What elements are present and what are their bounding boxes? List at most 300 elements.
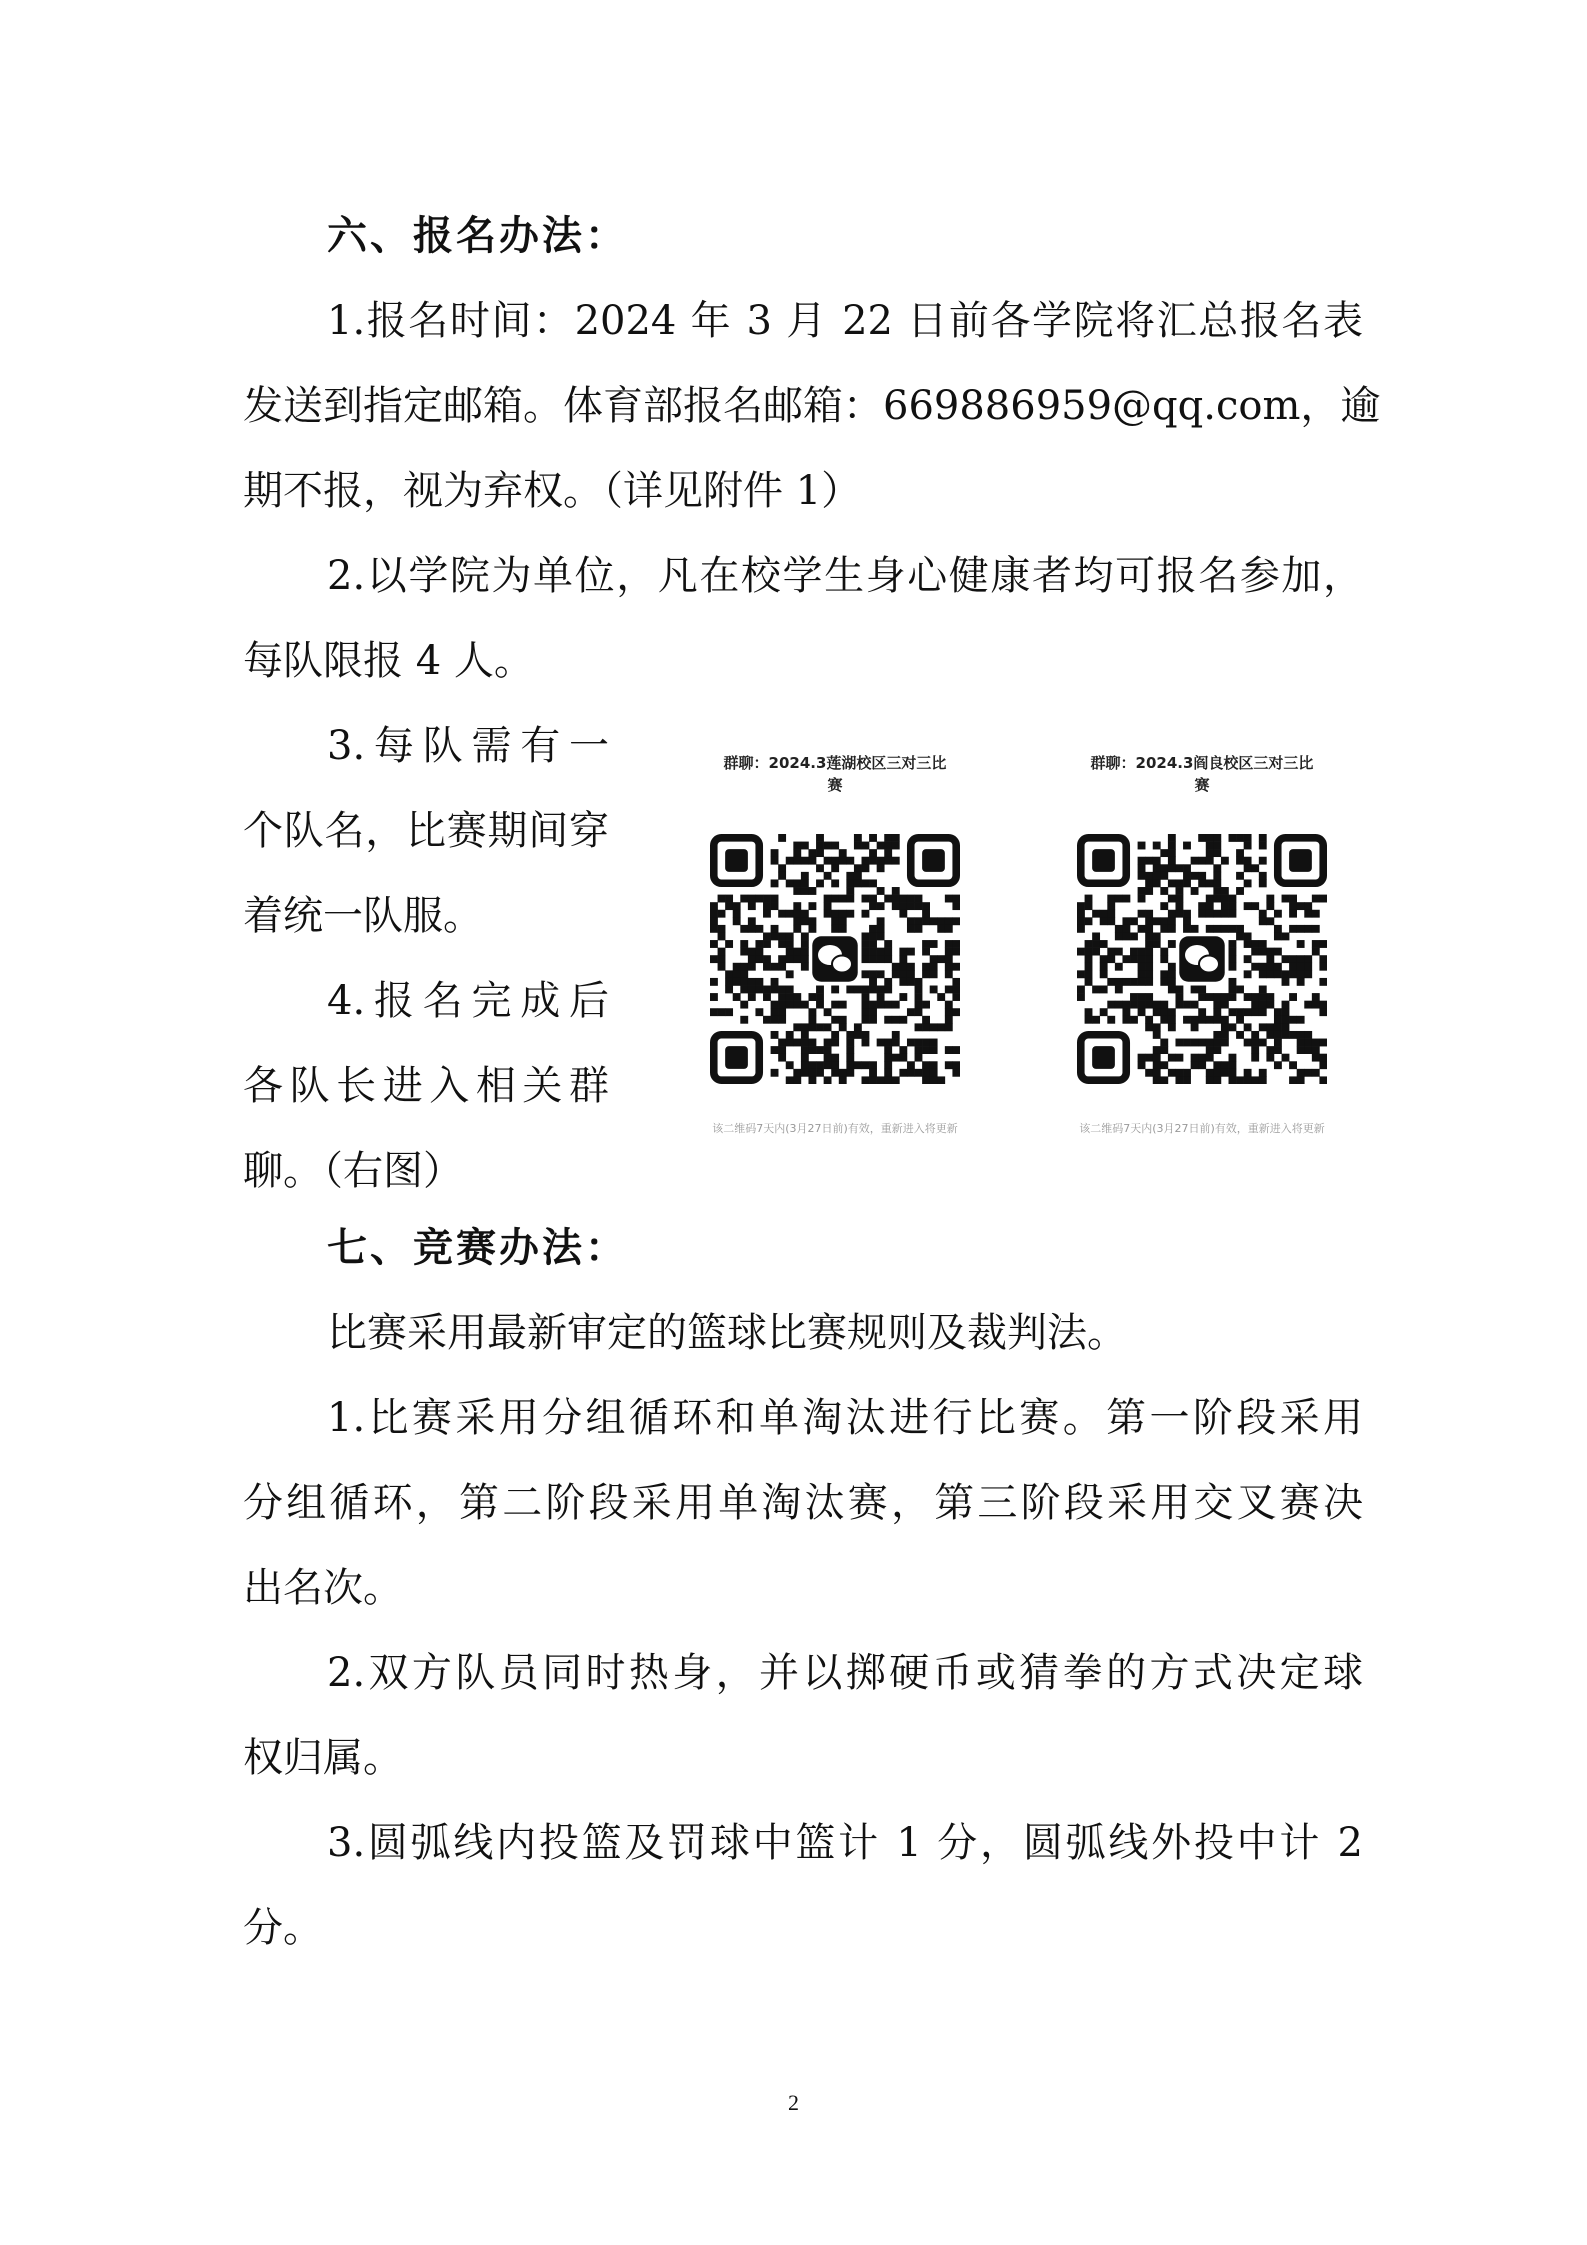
- qr-module: [869, 1061, 877, 1069]
- qr-module: [892, 902, 900, 910]
- qr-module: [1282, 895, 1290, 903]
- qr-module: [748, 963, 756, 971]
- qr-module: [839, 895, 847, 903]
- qr-module: [801, 887, 809, 895]
- qr-module: [816, 842, 824, 850]
- qr-module: [1251, 1076, 1259, 1084]
- qr-module: [1259, 993, 1267, 1001]
- qr-module: [862, 910, 870, 918]
- qr-module: [1274, 1061, 1282, 1069]
- qr-module: [915, 1001, 923, 1009]
- qr-module: [816, 849, 824, 857]
- qr-module: [1168, 1008, 1176, 1016]
- section7-item2-line1: 2.双方队员同时热身，并以掷硬币或猜拳的方式决定球: [327, 1650, 1363, 1696]
- qr-module: [1145, 925, 1153, 933]
- qr-module: [831, 910, 839, 918]
- qr-module: [877, 1001, 885, 1009]
- qr-module: [1183, 842, 1191, 850]
- qr-module: [1122, 925, 1130, 933]
- qr-module: [1213, 1061, 1221, 1069]
- qr-module: [907, 963, 915, 971]
- qr-module: [1289, 1076, 1297, 1084]
- qr-module: [755, 940, 763, 948]
- qr-module: [755, 986, 763, 994]
- qr-module: [778, 955, 786, 963]
- qr-module: [930, 1069, 938, 1077]
- qr-module: [1145, 948, 1153, 956]
- qr-module: [1304, 1001, 1312, 1009]
- qr-module: [1085, 917, 1093, 925]
- qr-module: [816, 834, 824, 842]
- qr-module: [869, 948, 877, 956]
- section6-item3-line3: 着统一队服。: [243, 893, 483, 939]
- qr-module: [1077, 986, 1085, 994]
- qr-module: [793, 849, 801, 857]
- qr-module: [869, 1016, 877, 1024]
- qr-module: [846, 895, 854, 903]
- qr-module: [1259, 986, 1267, 994]
- qr-module: [930, 963, 938, 971]
- qr-module: [1274, 910, 1282, 918]
- qr-module: [839, 917, 847, 925]
- qr-module: [877, 970, 885, 978]
- qr-module: [1304, 955, 1312, 963]
- qr-module: [1213, 895, 1221, 903]
- qr-module: [1191, 1016, 1199, 1024]
- qr-module: [1259, 1001, 1267, 1009]
- qr-module: [952, 940, 960, 948]
- qr-module: [846, 986, 854, 994]
- qr-module: [1198, 872, 1206, 880]
- qr-module: [1221, 1061, 1229, 1069]
- section6-item1-line2: 发送到指定邮箱。体育部报名邮箱：669886959@qq.com，逾: [243, 383, 1381, 429]
- qr-module: [937, 925, 945, 933]
- qr-module: [862, 857, 870, 865]
- qr-module: [1122, 978, 1130, 986]
- qr-module: [793, 902, 801, 910]
- qr-module: [1077, 970, 1085, 978]
- qr-module: [1198, 834, 1206, 842]
- qr-module: [1077, 948, 1085, 956]
- qr-module: [778, 864, 786, 872]
- qr-module: [1168, 879, 1176, 887]
- qr-module: [846, 857, 854, 865]
- qr-module: [1168, 849, 1176, 857]
- qr-module: [1297, 970, 1305, 978]
- qr-module: [1160, 955, 1168, 963]
- qr-module: [1153, 1031, 1161, 1039]
- qr-module: [1259, 948, 1267, 956]
- qr-module: [1274, 1046, 1282, 1054]
- qr-module: [740, 986, 748, 994]
- qr-module: [877, 955, 885, 963]
- qr-title-line1: 群聊：2024.3阎良校区三对三比: [1090, 754, 1314, 772]
- qr-module: [725, 940, 733, 948]
- qr-module: [839, 1001, 847, 1009]
- qr-module: [778, 963, 786, 971]
- qr-module: [1175, 1001, 1183, 1009]
- qr-module: [952, 1046, 960, 1054]
- qr-module: [808, 1008, 816, 1016]
- qr-module: [1213, 925, 1221, 933]
- qr-module: [1289, 993, 1297, 1001]
- qr-module: [892, 895, 900, 903]
- qr-module: [1160, 1001, 1168, 1009]
- qr-module: [1244, 842, 1252, 850]
- qr-module: [1304, 910, 1312, 918]
- section6-item1-line1: 1.报名时间：2024 年 3 月 22 日前各学院将汇总报名表: [327, 298, 1363, 344]
- qr-module: [1206, 842, 1214, 850]
- qr-module: [1289, 1061, 1297, 1069]
- qr-module: [1206, 879, 1214, 887]
- qr-module: [1297, 1069, 1305, 1077]
- qr-module: [899, 955, 907, 963]
- qr-module: [1100, 963, 1108, 971]
- qr-module: [1229, 940, 1237, 948]
- qr-module: [930, 1046, 938, 1054]
- section7-item2-line2: 权归属。: [243, 1735, 403, 1781]
- qr-module: [801, 872, 809, 880]
- qr-module: [1319, 1061, 1327, 1069]
- qr-module: [1244, 993, 1252, 1001]
- qr-module: [846, 1069, 854, 1077]
- qr-module: [786, 1031, 794, 1039]
- qr-module: [930, 1076, 938, 1084]
- qr-module: [1183, 879, 1191, 887]
- qr-module: [763, 895, 771, 903]
- qr-module: [1319, 963, 1327, 971]
- qr-card-lianhu: [680, 752, 990, 1147]
- qr-module: [1213, 849, 1221, 857]
- qr-module: [1115, 978, 1123, 986]
- qr-module: [1206, 993, 1214, 1001]
- qr-module: [877, 986, 885, 994]
- qr-module: [1259, 917, 1267, 925]
- qr-module: [725, 902, 733, 910]
- qr-module: [1213, 864, 1221, 872]
- qr-module: [1168, 857, 1176, 865]
- qr-module: [1092, 948, 1100, 956]
- qr-module: [1312, 940, 1320, 948]
- qr-module: [801, 1061, 809, 1069]
- qr-module: [1206, 895, 1214, 903]
- qr-module: [1183, 864, 1191, 872]
- qr-module: [1138, 993, 1146, 1001]
- qr-module: [1304, 925, 1312, 933]
- qr-module: [1213, 1046, 1221, 1054]
- qr-module: [710, 940, 718, 948]
- qr-module: [1183, 1069, 1191, 1077]
- qr-module: [915, 917, 923, 925]
- qr-module: [945, 1046, 953, 1054]
- qr-module: [899, 1016, 907, 1024]
- qr-finder-pattern: [922, 849, 945, 872]
- qr-module: [854, 1061, 862, 1069]
- qr-module: [1282, 978, 1290, 986]
- qr-module: [771, 895, 779, 903]
- qr-module: [1085, 978, 1093, 986]
- qr-module: [786, 970, 794, 978]
- qr-module: [907, 1061, 915, 1069]
- qr-module: [725, 986, 733, 994]
- section7-item1-line1: 1.比赛采用分组循环和单淘汰进行比赛。第一阶段采用: [327, 1395, 1363, 1441]
- qr-module: [1244, 902, 1252, 910]
- qr-module: [1085, 970, 1093, 978]
- qr-module: [839, 1076, 847, 1084]
- qr-module: [1183, 910, 1191, 918]
- qr-module: [892, 842, 900, 850]
- qr-module: [1221, 1001, 1229, 1009]
- qr-module: [1168, 925, 1176, 933]
- qr-module: [786, 955, 794, 963]
- qr-module: [801, 1039, 809, 1047]
- qr-module: [877, 993, 885, 1001]
- qr-module: [793, 910, 801, 918]
- qr-module: [1251, 940, 1259, 948]
- qr-module: [1251, 902, 1259, 910]
- qr-module: [922, 910, 930, 918]
- qr-module: [1183, 1039, 1191, 1047]
- qr-module: [778, 1016, 786, 1024]
- qr-module: [915, 1008, 923, 1016]
- qr-module: [1221, 1023, 1229, 1031]
- qr-module: [1138, 963, 1146, 971]
- qr-module: [899, 963, 907, 971]
- qr-module: [1206, 1016, 1214, 1024]
- qr-module: [1213, 1069, 1221, 1077]
- qr-module: [763, 940, 771, 948]
- qr-module: [824, 1076, 832, 1084]
- qr-module: [1229, 1008, 1237, 1016]
- qr-module: [915, 895, 923, 903]
- qr-module: [1168, 895, 1176, 903]
- qr-module: [922, 1001, 930, 1009]
- qr-module: [1100, 970, 1108, 978]
- qr-module: [786, 948, 794, 956]
- qr-module: [952, 978, 960, 986]
- qr-module: [778, 986, 786, 994]
- qr-module: [869, 857, 877, 865]
- qr-module: [1138, 887, 1146, 895]
- qr-module: [740, 963, 748, 971]
- qr-module: [1153, 857, 1161, 865]
- section7-item1-line2: 分组循环，第二阶段采用单淘汰赛，第三阶段采用交叉赛决: [243, 1480, 1363, 1526]
- qr-module: [1297, 1031, 1305, 1039]
- qr-module: [1130, 978, 1138, 986]
- qr-module: [808, 1039, 816, 1047]
- qr-module: [1274, 1016, 1282, 1024]
- qr-module: [1304, 1039, 1312, 1047]
- qr-module: [1312, 1046, 1320, 1054]
- qr-module: [892, 834, 900, 842]
- qr-module: [1145, 1069, 1153, 1077]
- qr-module: [831, 1061, 839, 1069]
- qr-module: [1160, 902, 1168, 910]
- qr-module: [1259, 910, 1267, 918]
- qr-module: [877, 857, 885, 865]
- qr-module: [937, 917, 945, 925]
- qr-module: [1168, 970, 1176, 978]
- qr-module: [877, 902, 885, 910]
- qr-module: [1085, 1008, 1093, 1016]
- qr-module: [1175, 902, 1183, 910]
- qr-module: [1221, 1031, 1229, 1039]
- qr-module: [1077, 902, 1085, 910]
- section6-item4-line1: 4.报名完成后: [327, 978, 609, 1024]
- qr-module: [1312, 910, 1320, 918]
- qr-module: [922, 970, 930, 978]
- qr-module: [1274, 932, 1282, 940]
- qr-module: [1289, 895, 1297, 903]
- qr-module: [869, 879, 877, 887]
- qr-module: [1138, 864, 1146, 872]
- qr-module: [1319, 1008, 1327, 1016]
- qr-module: [1107, 895, 1115, 903]
- qr-note: 该二维码7天内(3月27日前)有效，重新进入将更新: [712, 1122, 958, 1135]
- qr-module: [801, 1031, 809, 1039]
- qr-module: [1236, 834, 1244, 842]
- qr-module: [793, 955, 801, 963]
- qr-module: [763, 902, 771, 910]
- qr-module: [1282, 1054, 1290, 1062]
- qr-module: [1138, 955, 1146, 963]
- qr-module: [824, 895, 832, 903]
- qr-module: [1229, 978, 1237, 986]
- qr-module: [733, 902, 741, 910]
- qr-module: [1229, 1023, 1237, 1031]
- qr-module: [771, 963, 779, 971]
- qr-module: [1221, 910, 1229, 918]
- qr-module: [937, 993, 945, 1001]
- qr-module: [1138, 857, 1146, 865]
- qr-module: [808, 857, 816, 865]
- qr-module: [1198, 986, 1206, 994]
- section6-item3-line2: 个队名，比赛期间穿: [243, 808, 609, 854]
- qr-module: [1145, 932, 1153, 940]
- qr-module: [892, 857, 900, 865]
- qr-module: [839, 1023, 847, 1031]
- qr-module: [1145, 857, 1153, 865]
- qr-module: [748, 925, 756, 933]
- qr-module: [1213, 887, 1221, 895]
- qr-module: [1160, 917, 1168, 925]
- qr-module: [778, 872, 786, 880]
- qr-module: [786, 1061, 794, 1069]
- qr-module: [952, 902, 960, 910]
- qr-module: [1100, 1008, 1108, 1016]
- qr-module: [862, 932, 870, 940]
- qr-module: [1145, 970, 1153, 978]
- qr-module: [1130, 948, 1138, 956]
- qr-module: [740, 925, 748, 933]
- qr-card-yanliang: [1047, 752, 1357, 1147]
- qr-module: [1153, 1061, 1161, 1069]
- qr-module: [1122, 1016, 1130, 1024]
- qr-module: [945, 955, 953, 963]
- qr-module: [755, 978, 763, 986]
- qr-module: [1304, 970, 1312, 978]
- qr-module: [1244, 879, 1252, 887]
- qr-module: [824, 902, 832, 910]
- qr-module: [1236, 986, 1244, 994]
- qr-module: [733, 963, 741, 971]
- qr-module: [1229, 1061, 1237, 1069]
- qr-module: [1191, 925, 1199, 933]
- qr-module: [733, 993, 741, 1001]
- qr-module: [915, 993, 923, 1001]
- qr-module: [831, 917, 839, 925]
- qr-module: [854, 986, 862, 994]
- qr-module: [1236, 849, 1244, 857]
- qr-module: [846, 1039, 854, 1047]
- qr-module: [1160, 1061, 1168, 1069]
- qr-module: [831, 864, 839, 872]
- qr-module: [763, 986, 771, 994]
- qr-module: [884, 834, 892, 842]
- qr-module: [1289, 970, 1297, 978]
- qr-module: [1304, 902, 1312, 910]
- qr-module: [1259, 842, 1267, 850]
- qr-module: [808, 917, 816, 925]
- qr-module: [937, 955, 945, 963]
- qr-module: [862, 955, 870, 963]
- qr-module: [1130, 1016, 1138, 1024]
- qr-module: [1304, 963, 1312, 971]
- qr-module: [1236, 857, 1244, 865]
- qr-module: [1191, 986, 1199, 994]
- qr-module: [771, 1069, 779, 1077]
- qr-code-image: [710, 834, 960, 1084]
- qr-module: [1145, 1023, 1153, 1031]
- qr-module: [862, 842, 870, 850]
- qr-module: [1175, 879, 1183, 887]
- section6-item2-line1: 2.以学院为单位，凡在校学生身心健康者均可报名参加，: [327, 553, 1363, 599]
- qr-module: [1274, 1031, 1282, 1039]
- qr-module: [1153, 1069, 1161, 1077]
- qr-module: [1198, 879, 1206, 887]
- qr-module: [1312, 1054, 1320, 1062]
- qr-module: [1175, 864, 1183, 872]
- qr-module: [854, 842, 862, 850]
- qr-module: [884, 1016, 892, 1024]
- qr-module: [1282, 1031, 1290, 1039]
- qr-module: [907, 978, 915, 986]
- section6-item2-line2: 每队限报 4 人。: [243, 638, 534, 684]
- qr-module: [1221, 925, 1229, 933]
- qr-module: [1092, 940, 1100, 948]
- qr-module: [1251, 1001, 1259, 1009]
- qr-code-image: [1077, 834, 1327, 1084]
- qr-module: [755, 955, 763, 963]
- qr-module: [945, 986, 953, 994]
- qr-module: [1198, 1016, 1206, 1024]
- qr-module: [1138, 978, 1146, 986]
- qr-module: [952, 1008, 960, 1016]
- qr-module: [1282, 1016, 1290, 1024]
- qr-module: [1213, 872, 1221, 880]
- qr-module: [1229, 1054, 1237, 1062]
- qr-module: [733, 917, 741, 925]
- qr-module: [869, 1069, 877, 1077]
- qr-module: [1259, 1069, 1267, 1077]
- qr-title-line2: 赛: [827, 776, 843, 794]
- qr-module: [1160, 970, 1168, 978]
- qr-module: [877, 887, 885, 895]
- qr-module: [862, 1039, 870, 1047]
- qr-module: [1229, 986, 1237, 994]
- qr-module: [839, 857, 847, 865]
- qr-module: [740, 1001, 748, 1009]
